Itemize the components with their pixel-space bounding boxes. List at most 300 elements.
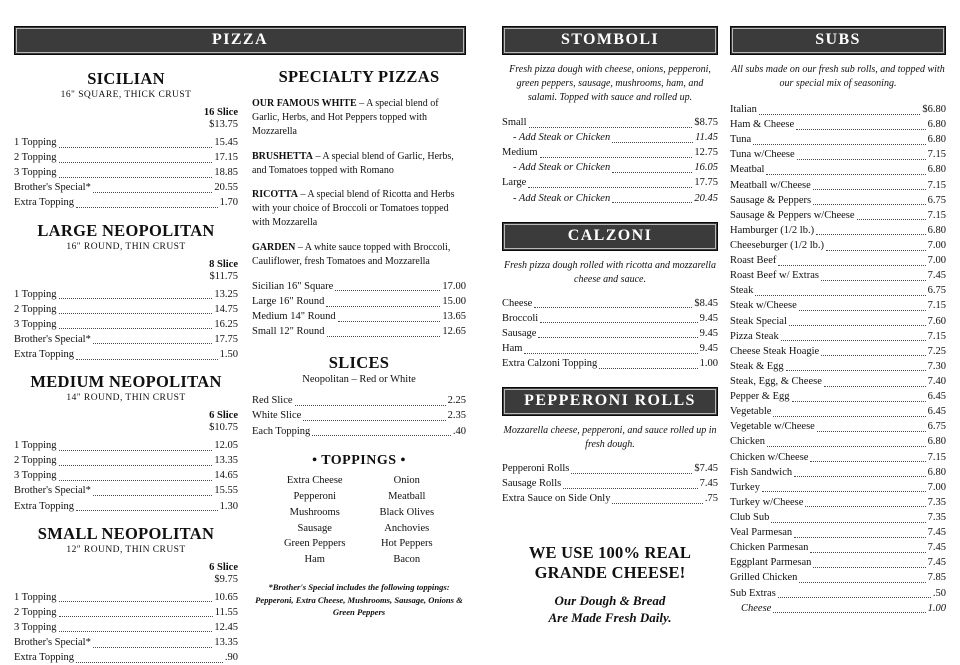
item-name: Extra Topping <box>14 500 75 512</box>
item-name: Steak Special <box>730 315 787 327</box>
price-row <box>502 145 718 160</box>
item-price: 7.00 <box>927 239 946 251</box>
leader-dots <box>93 494 213 496</box>
leader-dots <box>59 630 213 632</box>
item-price: 1.50 <box>219 348 238 360</box>
item-name: Extra Topping <box>14 197 75 209</box>
item-price: $6.80 <box>922 104 946 115</box>
item-price: 7.15 <box>927 451 946 463</box>
price-row <box>502 175 718 190</box>
price-row <box>14 468 238 483</box>
leader-dots <box>538 336 697 338</box>
sicilian-rows <box>14 135 238 211</box>
price-row <box>14 483 238 498</box>
small-neopolitan-block <box>14 524 238 665</box>
item-name: Eggplant Parmesan <box>730 557 812 569</box>
leader-dots <box>612 201 692 203</box>
leader-dots <box>335 289 440 291</box>
price-row <box>730 495 946 510</box>
item-price: 7.00 <box>927 255 946 267</box>
item-price: 20.45 <box>694 192 718 204</box>
medium-neopolitan-title: MEDIUM NEOPOLITAN <box>30 372 222 392</box>
item-name: Small 12" Round <box>252 326 325 338</box>
item-name: 3 Topping <box>14 470 57 482</box>
leader-dots <box>786 369 926 371</box>
item-price: 12.45 <box>214 621 238 633</box>
leader-dots <box>810 551 925 553</box>
medium-neopolitan-block <box>14 372 238 514</box>
stomboli-banner <box>502 26 718 55</box>
item-price: 20.55 <box>214 182 238 194</box>
item-price: 7.15 <box>927 179 946 191</box>
item-price: 6.45 <box>927 391 946 403</box>
price-row <box>730 162 946 177</box>
price-row <box>730 374 946 389</box>
item-price: 7.60 <box>927 315 946 327</box>
price-row <box>730 450 946 465</box>
pizza-column <box>14 26 466 665</box>
leader-dots <box>857 218 926 220</box>
price-row <box>502 356 718 371</box>
leader-dots <box>59 297 213 299</box>
item-price: 9.45 <box>699 312 718 324</box>
large-base-price: $11.75 <box>209 270 238 282</box>
price-row <box>730 298 946 313</box>
leader-dots <box>794 536 926 538</box>
item-price: 7.85 <box>927 572 946 584</box>
item-price: .75 <box>704 493 718 505</box>
item-price: 17.75 <box>214 333 238 345</box>
leader-dots <box>826 249 926 251</box>
specialty-item-description: – A special blend of Ricotta and Herbs with your choice of Broccoli or Tomatoes topped with Mozzarella <box>252 188 455 229</box>
leader-dots <box>59 479 213 481</box>
leader-dots <box>797 158 926 160</box>
leader-dots <box>59 176 213 178</box>
leader-dots <box>789 324 926 326</box>
leader-dots <box>327 335 441 337</box>
small-size-header: 6 Slice <box>209 561 238 573</box>
item-price: 7.25 <box>927 345 946 357</box>
leader-dots <box>59 146 213 148</box>
leader-dots <box>59 327 213 329</box>
item-price: 16.05 <box>694 162 718 174</box>
item-name: Medium <box>502 147 538 159</box>
item-price: 11.45 <box>695 132 718 144</box>
item-price: 14.65 <box>214 470 238 482</box>
leader-dots <box>813 188 926 190</box>
stomboli-banner-title: STOMBOLI <box>560 31 660 48</box>
leader-dots <box>534 306 692 308</box>
item-price: 9.45 <box>699 327 718 339</box>
price-row <box>730 344 946 359</box>
leader-dots <box>773 415 925 417</box>
item-price: 6.80 <box>927 164 946 176</box>
item-name: Ham <box>502 342 523 354</box>
calzoni-rows <box>502 296 718 372</box>
item-price: 6.80 <box>927 224 946 236</box>
slices-rows <box>252 393 466 438</box>
grande-line-1: WE USE 100% REAL <box>528 542 692 562</box>
toppings-column-1 <box>284 473 346 569</box>
sicilian-block <box>14 69 238 211</box>
medium-size-header: 6 Slice <box>209 410 238 422</box>
subs-description: All subs made on our fresh sub rolls, and topped with our special mix of seasoning. <box>731 64 945 89</box>
item-price: 7.30 <box>927 360 946 372</box>
item-name: Pizza Steak <box>730 330 779 342</box>
topping-item: Extra Cheese <box>286 474 343 486</box>
item-price: 6.80 <box>927 436 946 448</box>
item-price: 12.65 <box>442 326 466 338</box>
price-row <box>730 465 946 480</box>
price-row <box>730 178 946 193</box>
leader-dots <box>59 161 213 163</box>
large-neopolitan-subtitle: 16" ROUND, THIN CRUST <box>66 241 186 252</box>
item-price: 13.35 <box>214 636 238 648</box>
item-name: Brother's Special* <box>14 636 91 648</box>
leader-dots <box>810 460 925 462</box>
item-price: 7.45 <box>699 478 718 490</box>
price-row <box>730 283 946 298</box>
topping-item: Anchovies <box>384 522 430 534</box>
leader-dots <box>93 191 213 193</box>
item-price: .40 <box>452 425 466 437</box>
item-price: 1.70 <box>219 197 238 209</box>
leader-dots <box>338 320 441 322</box>
pepperoni-rolls-rows <box>502 461 718 506</box>
leader-dots <box>93 646 213 648</box>
leader-dots <box>612 502 702 504</box>
leader-dots <box>59 615 213 617</box>
item-name: Medium 14" Round <box>252 311 336 323</box>
item-price: $8.75 <box>694 117 718 128</box>
item-price: 6.75 <box>927 421 946 433</box>
item-price: $7.45 <box>694 463 718 475</box>
leader-dots <box>796 128 925 130</box>
item-price: 15.00 <box>442 295 466 307</box>
price-row <box>502 491 718 506</box>
price-row <box>252 408 466 423</box>
item-name: 3 Topping <box>14 167 57 179</box>
sicilian-subtitle: 16" SQUARE, THICK CRUST <box>60 90 192 100</box>
item-name: Extra Sauce on Side Only <box>502 493 611 505</box>
price-row <box>730 238 946 253</box>
slices-subtitle: Neopolitan – Red or White <box>302 374 416 386</box>
item-name: Brother's Special* <box>14 485 91 497</box>
item-price: 13.35 <box>214 455 238 467</box>
price-row <box>502 341 718 356</box>
leader-dots <box>612 141 693 143</box>
leader-dots <box>759 113 921 115</box>
price-row <box>730 570 946 585</box>
item-name: 2 Topping <box>14 303 57 315</box>
item-name: Cheese <box>502 297 533 309</box>
specialty-item-description: – A special blend of Garlic, Herbs, and Hot Peppers topped with Mozzarella <box>252 98 439 138</box>
price-row <box>14 165 238 180</box>
leader-dots <box>771 521 925 523</box>
price-row <box>730 208 946 223</box>
grande-line-2: GRANDE CHEESE! <box>534 562 686 582</box>
leader-dots <box>295 404 446 406</box>
price-row <box>730 419 946 434</box>
leader-dots <box>59 600 213 602</box>
price-row <box>730 223 946 238</box>
price-row <box>502 311 718 326</box>
medium-neopolitan-subtitle: 14" ROUND, THIN CRUST <box>66 393 186 404</box>
leader-dots <box>524 352 697 354</box>
leader-dots <box>799 309 926 311</box>
leader-dots <box>824 385 926 387</box>
price-row <box>252 393 466 408</box>
pepperoni-rolls-description: Mozzarella cheese, pepperoni, and sauce rolled up in fresh dough. <box>503 425 717 451</box>
item-name: Fish Sandwich <box>730 466 793 478</box>
item-name: Turkey <box>730 481 760 493</box>
topping-item: Mushrooms <box>289 506 340 518</box>
item-price: 7.45 <box>927 542 946 554</box>
item-name: Cheese Steak Hoagie <box>730 345 820 357</box>
leader-dots <box>326 305 440 307</box>
item-name: Pepper & Egg <box>730 391 790 403</box>
item-name: Steak & Egg <box>730 360 784 372</box>
leader-dots <box>59 464 213 466</box>
leader-dots <box>303 419 445 421</box>
price-row <box>14 499 238 514</box>
item-name: Large <box>502 177 527 189</box>
calzoni-banner-title: CALZONI <box>567 226 653 244</box>
item-name: 3 Topping <box>14 621 57 633</box>
item-name: 1 Topping <box>14 137 57 148</box>
leader-dots <box>792 400 926 402</box>
item-name: Chicken Parmesan <box>730 542 809 554</box>
price-row <box>14 180 238 195</box>
price-row <box>14 620 238 635</box>
price-row <box>730 253 946 268</box>
item-price: 1.30 <box>219 500 238 512</box>
item-name: 2 Topping <box>14 455 57 467</box>
price-row <box>730 329 946 344</box>
item-price: 6.75 <box>927 285 946 297</box>
leader-dots <box>76 509 218 511</box>
leader-dots <box>813 203 926 205</box>
price-row <box>252 279 466 294</box>
leader-dots <box>805 505 925 507</box>
item-name: Cheese <box>741 602 772 614</box>
item-price: 17.15 <box>214 152 238 164</box>
specialty-item-description: – A white sauce topped with Broccoli, Cauliflower, fresh Tomatoes and Mozzarella <box>252 241 451 267</box>
leader-dots <box>762 490 926 492</box>
item-price: 6.80 <box>927 119 946 131</box>
price-row <box>502 326 718 341</box>
item-name: Steak, Egg, & Cheese <box>730 375 822 387</box>
item-price: 17.00 <box>442 280 466 292</box>
grande-cheese-block <box>502 543 718 627</box>
item-name: Steak w/Cheese <box>730 300 797 312</box>
topping-item: Onion <box>393 474 420 486</box>
item-price: 11.55 <box>214 606 238 618</box>
price-row <box>730 147 946 162</box>
item-price: 15.55 <box>214 485 238 497</box>
item-price: 7.45 <box>927 557 946 569</box>
item-price: 18.85 <box>214 167 238 179</box>
item-name: Meatbal <box>730 164 765 176</box>
topping-item: Black Olives <box>379 506 435 518</box>
item-name: 2 Topping <box>14 152 57 164</box>
price-row <box>252 294 466 309</box>
price-row <box>14 650 238 665</box>
price-row <box>14 438 238 453</box>
leader-dots <box>540 156 693 158</box>
item-price: 17.75 <box>694 177 718 189</box>
leader-dots <box>93 342 213 344</box>
leader-dots <box>529 126 693 128</box>
item-price: 2.35 <box>447 410 466 422</box>
price-row <box>730 193 946 208</box>
price-row <box>502 191 718 206</box>
item-name: Steak <box>730 285 754 297</box>
item-name: Chicken w/Cheese <box>730 451 809 463</box>
price-row <box>14 195 238 210</box>
small-neopolitan-subtitle: 12" ROUND, THIN CRUST <box>66 544 186 555</box>
toppings-title: • TOPPINGS • <box>312 452 406 468</box>
leader-dots <box>563 487 697 489</box>
item-price: .90 <box>224 652 238 664</box>
item-price: 7.45 <box>927 527 946 539</box>
item-price: 6.80 <box>927 134 946 146</box>
item-name: Roast Beef <box>730 255 777 267</box>
item-price: 7.15 <box>927 330 946 342</box>
leader-dots <box>781 339 926 341</box>
item-price: 10.65 <box>214 591 238 603</box>
leader-dots <box>76 206 218 208</box>
pepperoni-rolls-banner <box>502 387 718 416</box>
item-name: Sausage Rolls <box>502 478 562 490</box>
item-price: 6.80 <box>927 466 946 478</box>
price-row <box>252 324 466 339</box>
leader-dots <box>773 611 925 613</box>
price-row <box>252 309 466 324</box>
item-price: 12.75 <box>694 147 718 159</box>
item-name: Tuna <box>730 134 752 146</box>
specialty-descriptions <box>252 97 466 269</box>
leader-dots <box>599 367 697 369</box>
topping-item: Pepperoni <box>293 490 337 502</box>
item-name: Sausage & Peppers w/Cheese <box>730 209 855 221</box>
price-row <box>252 424 466 439</box>
pepperoni-rolls-banner-title: PEPPERONI ROLLS <box>524 392 696 410</box>
specialty-item <box>252 150 466 178</box>
topping-item: Green Peppers <box>283 538 346 550</box>
item-price: 12.05 <box>214 440 238 452</box>
item-price: 1.00 <box>699 358 718 370</box>
subs-rows <box>730 102 946 616</box>
item-price: 6.45 <box>927 406 946 418</box>
leader-dots <box>794 475 925 477</box>
specialty-item-name: GARDEN <box>252 241 296 253</box>
price-row <box>502 476 718 491</box>
item-name: Hamburger (1/2 lb.) <box>730 224 815 236</box>
item-name: Grilled Chicken <box>730 572 798 584</box>
item-name: Small <box>502 117 527 128</box>
price-row <box>730 586 946 601</box>
large-size-header: 8 Slice <box>209 258 238 270</box>
item-name: Sicilian 16" Square <box>252 280 334 292</box>
item-name: Sausage & Peppers <box>730 194 812 206</box>
item-name: Cheeseburger (1/2 lb.) <box>730 239 824 251</box>
item-price: 9.45 <box>699 342 718 354</box>
price-row <box>502 115 718 130</box>
item-price: 1.00 <box>927 602 946 614</box>
item-price: 13.65 <box>442 311 466 323</box>
leader-dots <box>76 661 223 663</box>
item-name: White Slice <box>252 410 302 422</box>
item-price: 7.45 <box>927 270 946 282</box>
calzoni-banner <box>502 222 718 251</box>
item-name: 1 Topping <box>14 440 57 452</box>
item-name: 1 Topping <box>14 591 57 603</box>
item-name: Sub Extras <box>730 587 776 599</box>
price-row <box>730 510 946 525</box>
price-row <box>730 601 946 616</box>
item-price: 7.15 <box>927 209 946 221</box>
price-row <box>730 268 946 283</box>
item-name: Turkey w/Cheese <box>730 496 804 508</box>
item-price: 16.25 <box>214 318 238 330</box>
price-row <box>14 317 238 332</box>
price-row <box>730 540 946 555</box>
leader-dots <box>767 445 926 447</box>
item-name: 2 Topping <box>14 606 57 618</box>
small-neopolitan-title: SMALL NEOPOLITAN <box>37 523 215 543</box>
small-base-price: $9.75 <box>214 573 238 585</box>
item-price: 6.75 <box>927 194 946 206</box>
leader-dots <box>816 233 926 235</box>
item-price: .50 <box>932 587 946 599</box>
specialty-item-name: OUR FAMOUS WHITE <box>252 98 357 109</box>
item-price: 13.25 <box>214 288 238 300</box>
sicilian-title: SICILIAN <box>87 69 165 88</box>
large-rows <box>14 287 238 363</box>
slices-title: SLICES <box>328 353 390 373</box>
leader-dots <box>778 596 931 598</box>
item-name: - Add Steak or Chicken <box>513 162 611 174</box>
price-row <box>730 434 946 449</box>
leader-dots <box>571 472 692 474</box>
subs-banner-title: SUBS <box>815 31 861 48</box>
toppings-grid <box>252 473 466 569</box>
item-price: 7.35 <box>927 496 946 508</box>
item-name: Large 16" Round <box>252 295 325 307</box>
specialty-item <box>252 97 466 140</box>
subs-banner <box>730 26 946 55</box>
item-price: 7.00 <box>927 481 946 493</box>
item-name: Broccoli <box>502 312 539 324</box>
leader-dots <box>312 434 451 436</box>
grande-line-4: Are Made Fresh Daily. <box>548 609 672 625</box>
item-name: Ham & Cheese <box>730 119 795 131</box>
leader-dots <box>528 186 692 188</box>
item-name: Brother's Special* <box>14 333 91 345</box>
leader-dots <box>59 449 213 451</box>
item-name: Veal Parmesan <box>730 527 793 539</box>
item-price: $8.45 <box>694 297 718 309</box>
item-price: 15.45 <box>214 137 238 148</box>
item-price: 2.25 <box>447 395 466 407</box>
price-row <box>502 130 718 145</box>
price-row <box>14 453 238 468</box>
leader-dots <box>821 279 926 281</box>
price-row <box>730 525 946 540</box>
leader-dots <box>778 264 925 266</box>
item-name: - Add Steak or Chicken <box>513 192 611 204</box>
